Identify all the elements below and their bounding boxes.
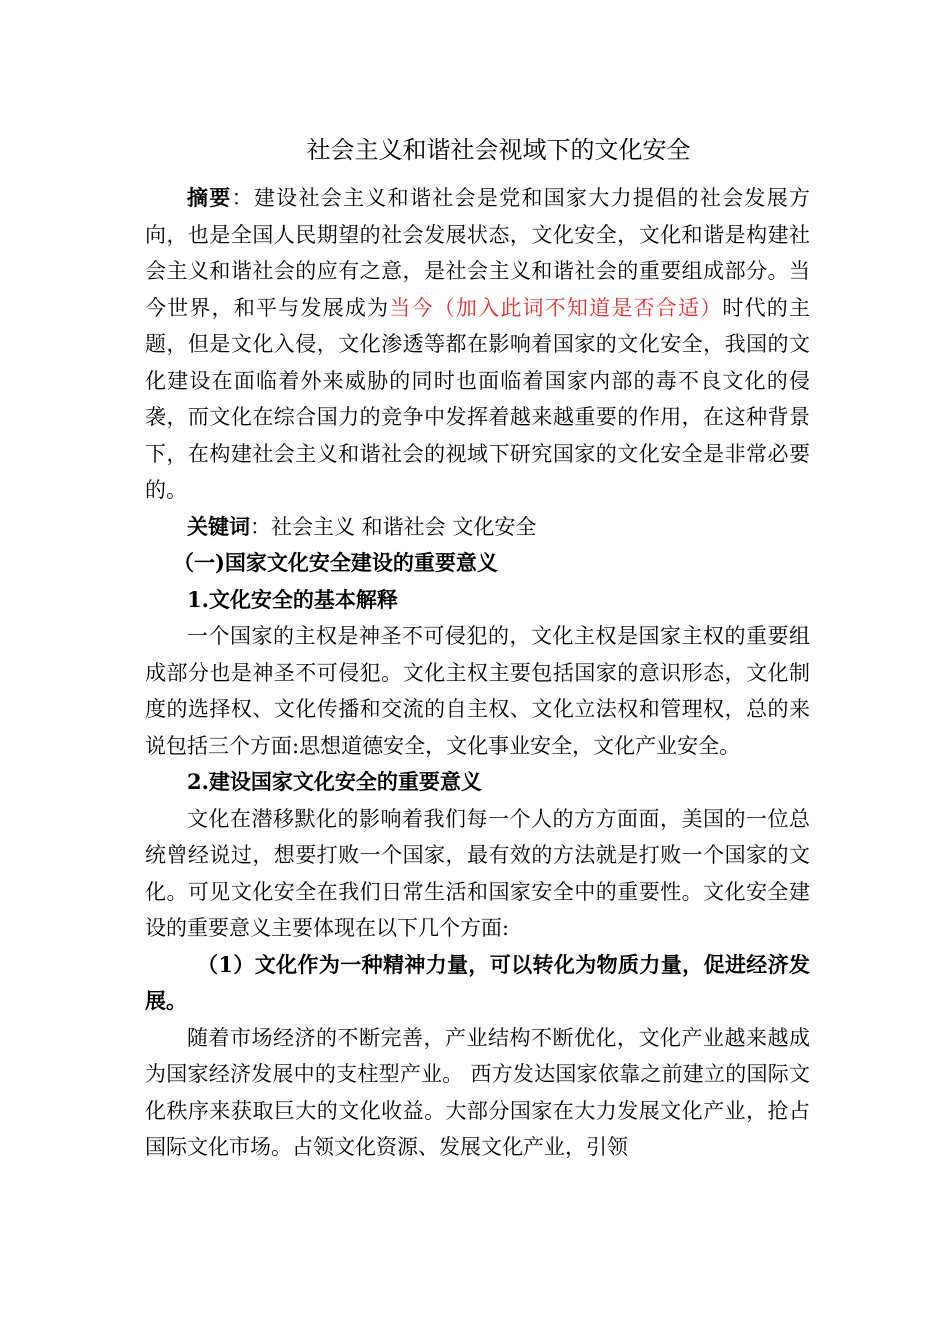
sub2-paragraph: 文化在潜移默化的影响着我们每一个人的方方面面，美国的一位总统曾经说过，想要打败一个国家，最有效的方法就是打败一个国家的文化。可见文化安全在我们日常生活和国家安全中的重要性。文化安全建设的重要意义主要体现在以下几个方面: xyxy=(145,806,810,940)
keywords-label: 关键词 xyxy=(187,513,250,539)
point1-paragraph: 随着市场经济的不断完善，产业结构不断优化，文化产业越来越成为国家经济发展中的支柱型产业。 西方发达国家依靠之前建立的国际文化秩序来获取巨大的文化收益。大部分国家在大力发展文化产业，抢占国际文化市场。占领文化资源、发展文化产业，引领 xyxy=(145,1025,810,1159)
keywords-text: 社会主义 和谐社会 文化安全 xyxy=(271,514,537,539)
abstract-label: 摘要 xyxy=(187,185,232,210)
document-page xyxy=(145,128,810,1166)
abstract-text-before: 建设社会主义和谐社会是党和国家大力提倡的社会发展方向，也是全国人民期望的社会发展状态，文化安全，文化和谐是构建社会主义和谐社会的应有之意，是社会主义和谐社会的重要组成部分。当今世界，和平与发展成为 xyxy=(145,186,810,320)
keywords-line xyxy=(145,509,810,546)
section1-heading: （一)国家文化安全建设的重要意义 xyxy=(173,550,498,575)
abstract-highlight-comment: 当今（加入此词不知道是否合适） xyxy=(389,295,723,320)
sub1-paragraph: 一个国家的主权是神圣不可侵犯的，文化主权是国家主权的重要组成部分也是神圣不可侵犯。文化主权主要包括国家的意识形态，文化制度的选择权、文化传播和交流的自主权、文化立法权和管理权，总的来说包括三个方面:思想道德安全，文化事业安全，文化产业安全。 xyxy=(145,624,810,758)
document-title: 社会主义和谐社会视域下的文化安全 xyxy=(306,136,691,164)
abstract-separator: ： xyxy=(231,186,254,210)
sub2-heading: 2.建设国家文化安全的重要意义 xyxy=(187,769,482,794)
sub1-heading: 1.文化安全的基本解释 xyxy=(187,586,398,612)
point1-heading: （1）文化作为一种精神力量，可以转化为物质力量，促进经济发展。 xyxy=(145,951,810,1013)
abstract-text-after: 时代的主题，但是文化入侵，文化渗透等都在影响着国家的文化安全，我国的文化建设在面临着外来威胁的同时也面临着国家内部的毒不良文化的侵袭，而文化在综合国力的竞争中发挥着越来越重要的作用，在这种背景下，在构建社会主义和谐社会的视域下研究国家的文化安全是非常必要的。 xyxy=(145,295,811,502)
keywords-separator: ： xyxy=(250,514,271,539)
abstract-paragraph xyxy=(145,180,810,509)
